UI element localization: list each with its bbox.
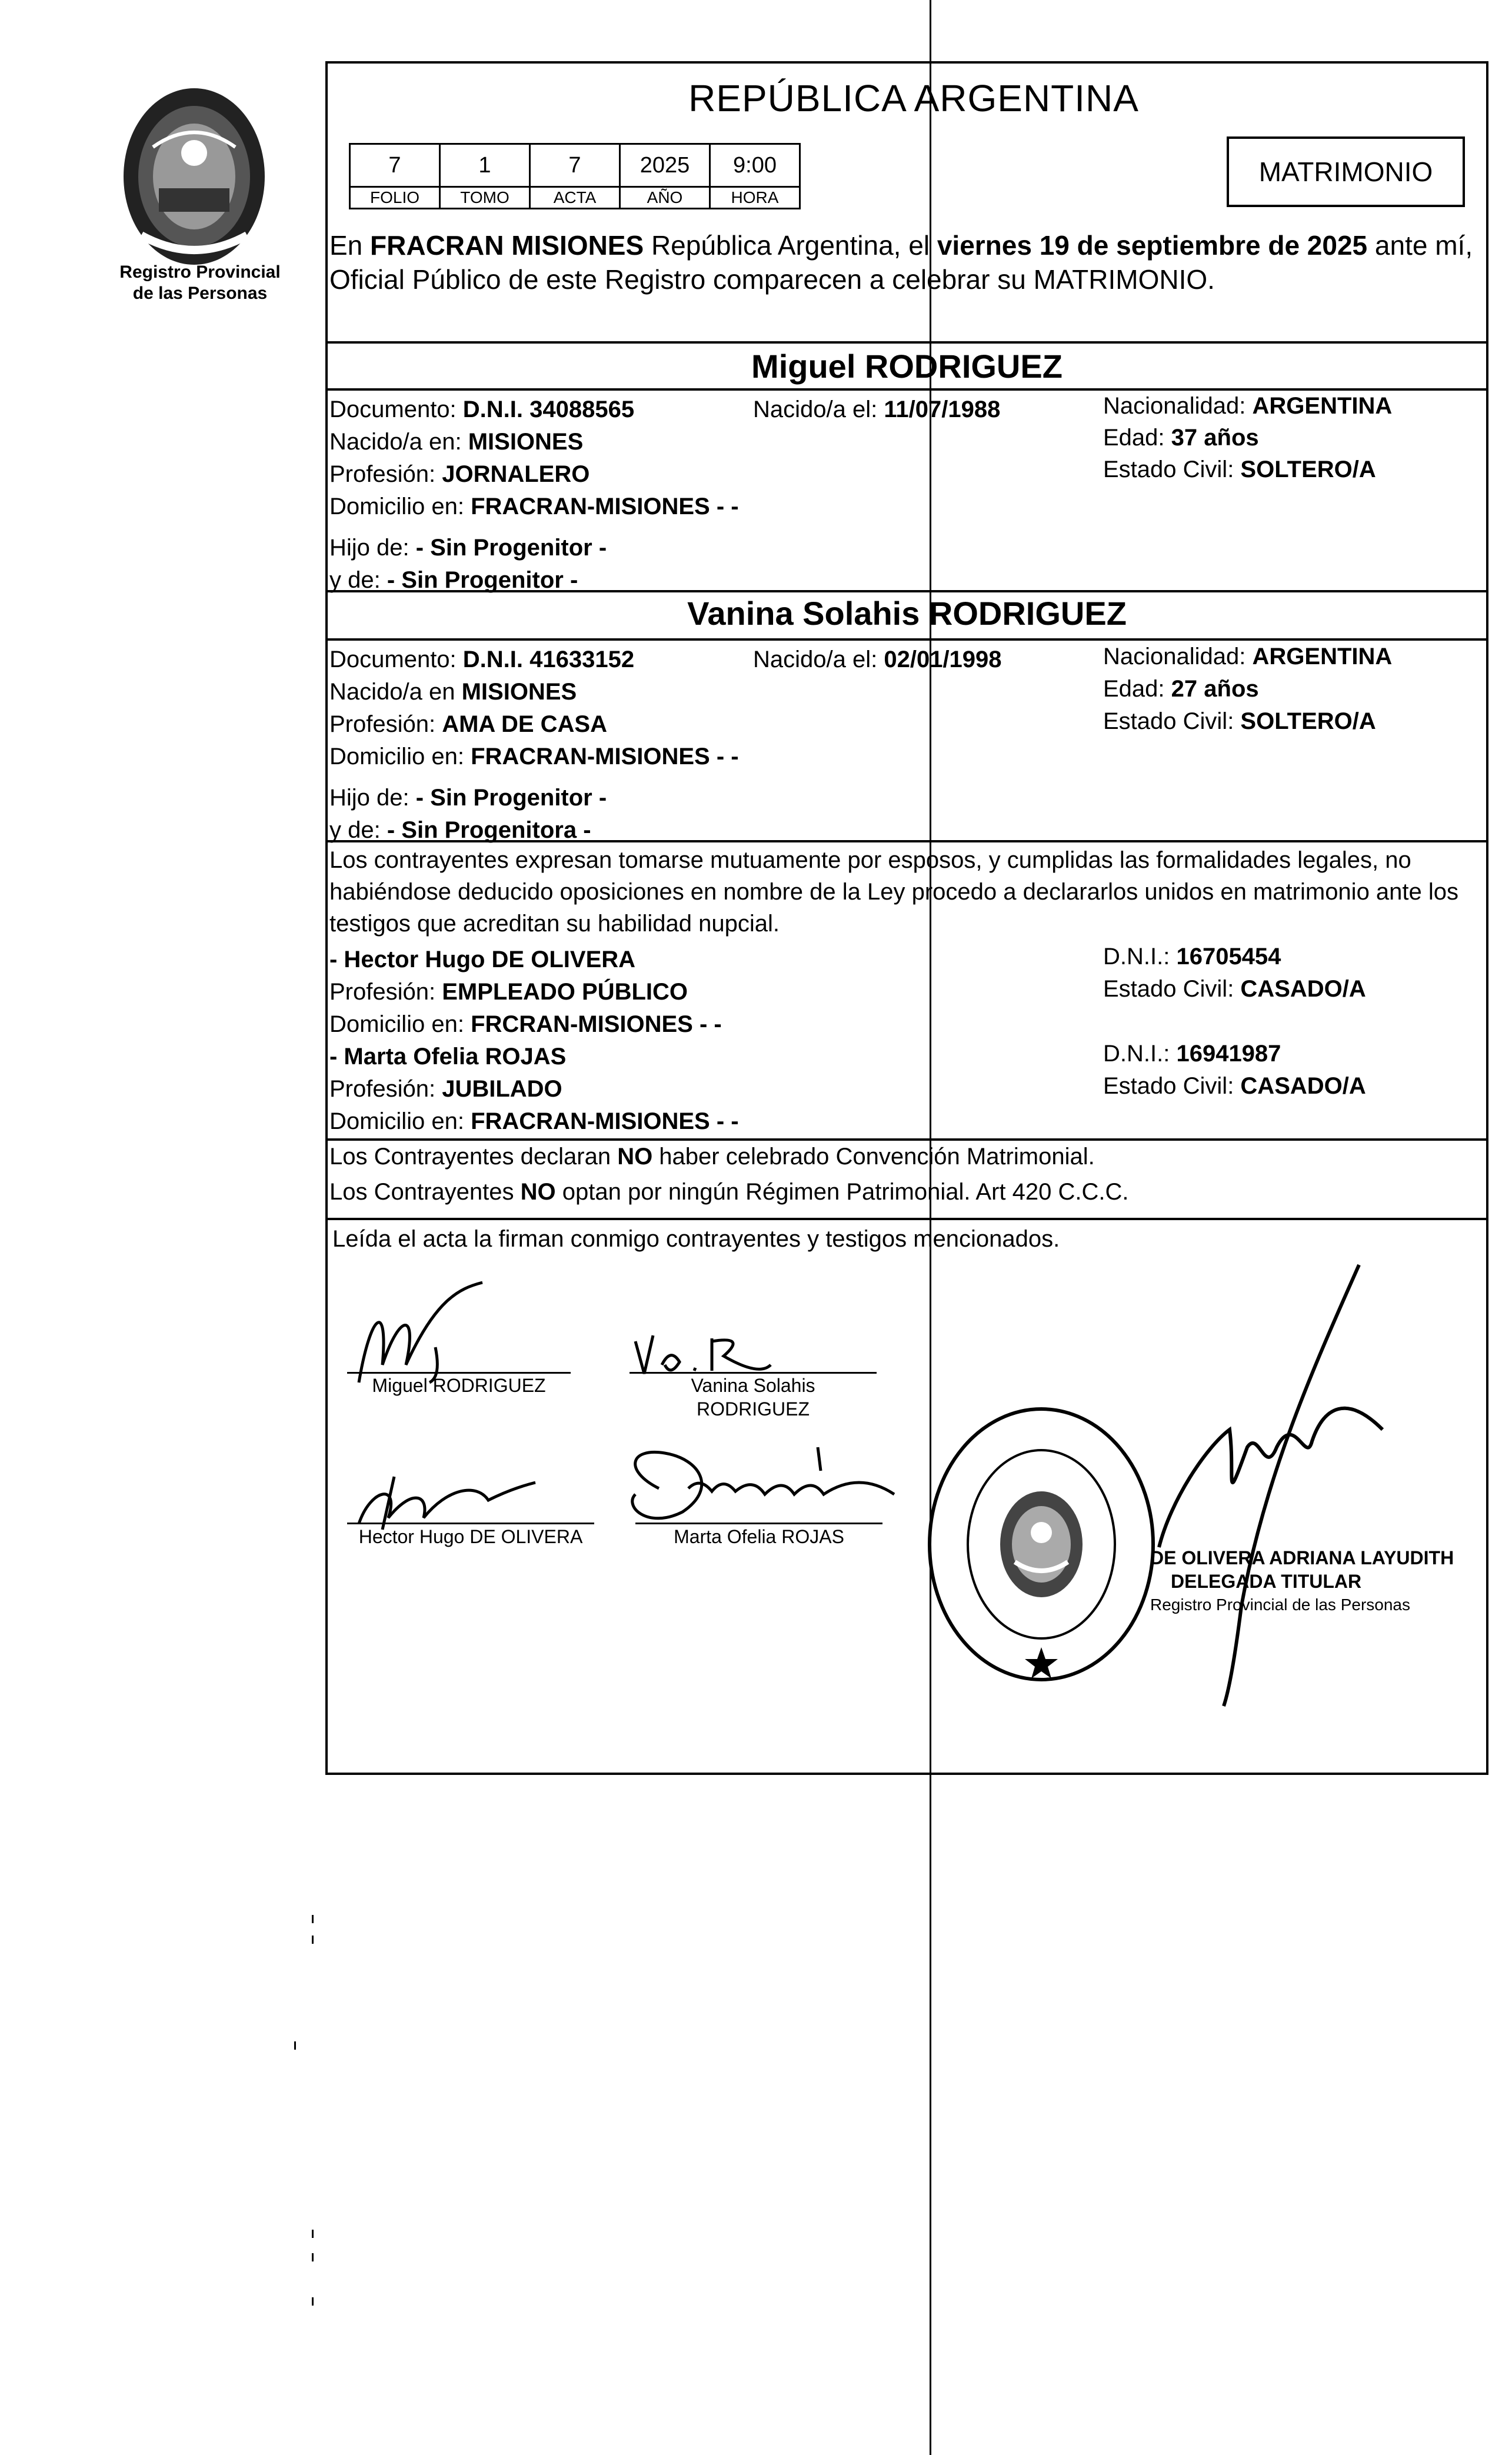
spouse1-documento: Documento: D.N.I. 34088565 bbox=[329, 397, 635, 422]
signature-label-miguel: Miguel RODRIGUEZ bbox=[372, 1375, 546, 1396]
spouse1-parent2: y de: - Sin Progenitor - bbox=[329, 567, 578, 593]
margin-mark bbox=[312, 2230, 314, 2238]
spouse2-nationality: Nacionalidad: ARGENTINA bbox=[1103, 644, 1393, 669]
spouse1-parent1: Hijo de: - Sin Progenitor - bbox=[329, 535, 607, 561]
spouse2-documento: Documento: D.N.I. 41633152 bbox=[329, 647, 635, 672]
registry-caption: Registro Provincial de las Personas bbox=[119, 262, 281, 303]
page-title: REPÚBLICA ARGENTINA bbox=[688, 77, 1139, 119]
spouse1-birthdate: Nacido/a el: 11/07/1988 bbox=[753, 397, 1001, 422]
divider bbox=[325, 1138, 1488, 1141]
hora-label: HORA bbox=[710, 187, 800, 209]
signature-official bbox=[1135, 1253, 1441, 1712]
acta-label: ACTA bbox=[530, 187, 620, 209]
spouse2-profession: Profesión: AMA DE CASA bbox=[329, 711, 607, 737]
margin-mark bbox=[312, 1936, 314, 1944]
tomo-value: 1 bbox=[440, 144, 530, 187]
spouse1-age: Edad: 37 años bbox=[1103, 425, 1259, 451]
spouse1-birthplace: Nacido/a en: MISIONES bbox=[329, 429, 584, 455]
tomo-label: TOMO bbox=[440, 187, 530, 209]
witness1-profession: Profesión: EMPLEADO PÚBLICO bbox=[329, 979, 688, 1005]
convention-statement: Los Contrayentes declaran NO haber celebrado Convención Matrimonial. bbox=[329, 1144, 1095, 1170]
signature-line bbox=[635, 1523, 882, 1524]
signature-label-marta: Marta Ofelia ROJAS bbox=[674, 1526, 844, 1547]
witness2-name: - Marta Ofelia ROJAS bbox=[329, 1044, 567, 1070]
witness1-civil-status: Estado Civil: CASADO/A bbox=[1103, 976, 1366, 1002]
regime-statement: Los Contrayentes NO optan por ningún Régimen Patrimonial. Art 420 C.C.C. bbox=[329, 1179, 1129, 1205]
signature-label-vanina: Vanina Solahis RODRIGUEZ bbox=[691, 1375, 815, 1420]
spouse2-parent1: Hijo de: - Sin Progenitor - bbox=[329, 785, 607, 811]
witness1-dni: D.N.I.: 16705454 bbox=[1103, 944, 1281, 970]
delegation-seal bbox=[915, 1397, 1168, 1691]
signature-label-hector: Hector Hugo DE OLIVERA bbox=[358, 1526, 583, 1547]
witness1-name: - Hector Hugo DE OLIVERA bbox=[329, 947, 636, 972]
margin-mark bbox=[312, 1915, 314, 1923]
signature-line bbox=[347, 1523, 594, 1524]
divider bbox=[325, 590, 1488, 592]
divider bbox=[325, 840, 1488, 842]
witness2-address: Domicilio en: FRACRAN-MISIONES - - bbox=[329, 1108, 739, 1134]
registry-table bbox=[349, 143, 801, 209]
spouse2-parent2: y de: - Sin Progenitora - bbox=[329, 817, 591, 843]
official-stamp: DE OLIVERA ADRIANA LAYUDITH DELEGADA TITULAR Registro Provincial de las Personas bbox=[1150, 1547, 1454, 1614]
spouse1-nationality: Nacionalidad: ARGENTINA bbox=[1103, 393, 1393, 419]
folio-label: FOLIO bbox=[350, 187, 440, 209]
act-type-box: MATRIMONIO bbox=[1227, 136, 1465, 207]
declaration-paragraph: Los contrayentes expresan tomarse mutuamente por esposos, y cumplidas las formalidades legales, no habiéndose deducido oposiciones en nombre de la Ley procedo a declararlos unidos en matrimonio ante los testigos que acreditan su habilidad nupcial. bbox=[329, 847, 1459, 937]
divider bbox=[325, 341, 1488, 344]
spouse2-age: Edad: 27 años bbox=[1103, 676, 1259, 702]
anio-value: 2025 bbox=[620, 144, 710, 187]
divider bbox=[325, 638, 1488, 641]
spouse1-civil-status: Estado Civil: SOLTERO/A bbox=[1103, 457, 1376, 482]
spouse2-civil-status: Estado Civil: SOLTERO/A bbox=[1103, 708, 1376, 734]
witness2-profession: Profesión: JUBILADO bbox=[329, 1076, 562, 1102]
spouse2-birthdate: Nacido/a el: 02/01/1998 bbox=[753, 647, 1002, 672]
margin-mark bbox=[312, 2297, 314, 2306]
witness1-address: Domicilio en: FRCRAN-MISIONES - - bbox=[329, 1011, 722, 1037]
spouse1-profession: Profesión: JORNALERO bbox=[329, 461, 590, 487]
divider bbox=[325, 1218, 1488, 1220]
acta-value: 7 bbox=[530, 144, 620, 187]
spouse1-address: Domicilio en: FRACRAN-MISIONES - - bbox=[329, 494, 739, 519]
folio-value: 7 bbox=[350, 144, 440, 187]
spouse1-name: Miguel RODRIGUEZ bbox=[751, 348, 1063, 385]
hora-value: 9:00 bbox=[710, 144, 800, 187]
spouse2-address: Domicilio en: FRACRAN-MISIONES - - bbox=[329, 744, 739, 770]
margin-mark bbox=[294, 2041, 296, 2050]
spouse2-name: Vanina Solahis RODRIGUEZ bbox=[687, 595, 1127, 632]
margin-mark bbox=[312, 2253, 314, 2261]
intro-paragraph: En FRACRAN MISIONES República Argentina, el viernes 19 de septiembre de 2025 ante mí, Oficial Público de este Registro comparecen a celebrar su MATRIMONIO. bbox=[329, 230, 1473, 295]
witness2-dni: D.N.I.: 16941987 bbox=[1103, 1041, 1281, 1067]
spouse2-birthplace: Nacido/a en MISIONES bbox=[329, 679, 577, 705]
witness2-civil-status: Estado Civil: CASADO/A bbox=[1103, 1073, 1366, 1099]
anio-label: AÑO bbox=[620, 187, 710, 209]
closing-statement: Leída el acta la firman conmigo contrayentes y testigos mencionados. bbox=[332, 1226, 1060, 1252]
